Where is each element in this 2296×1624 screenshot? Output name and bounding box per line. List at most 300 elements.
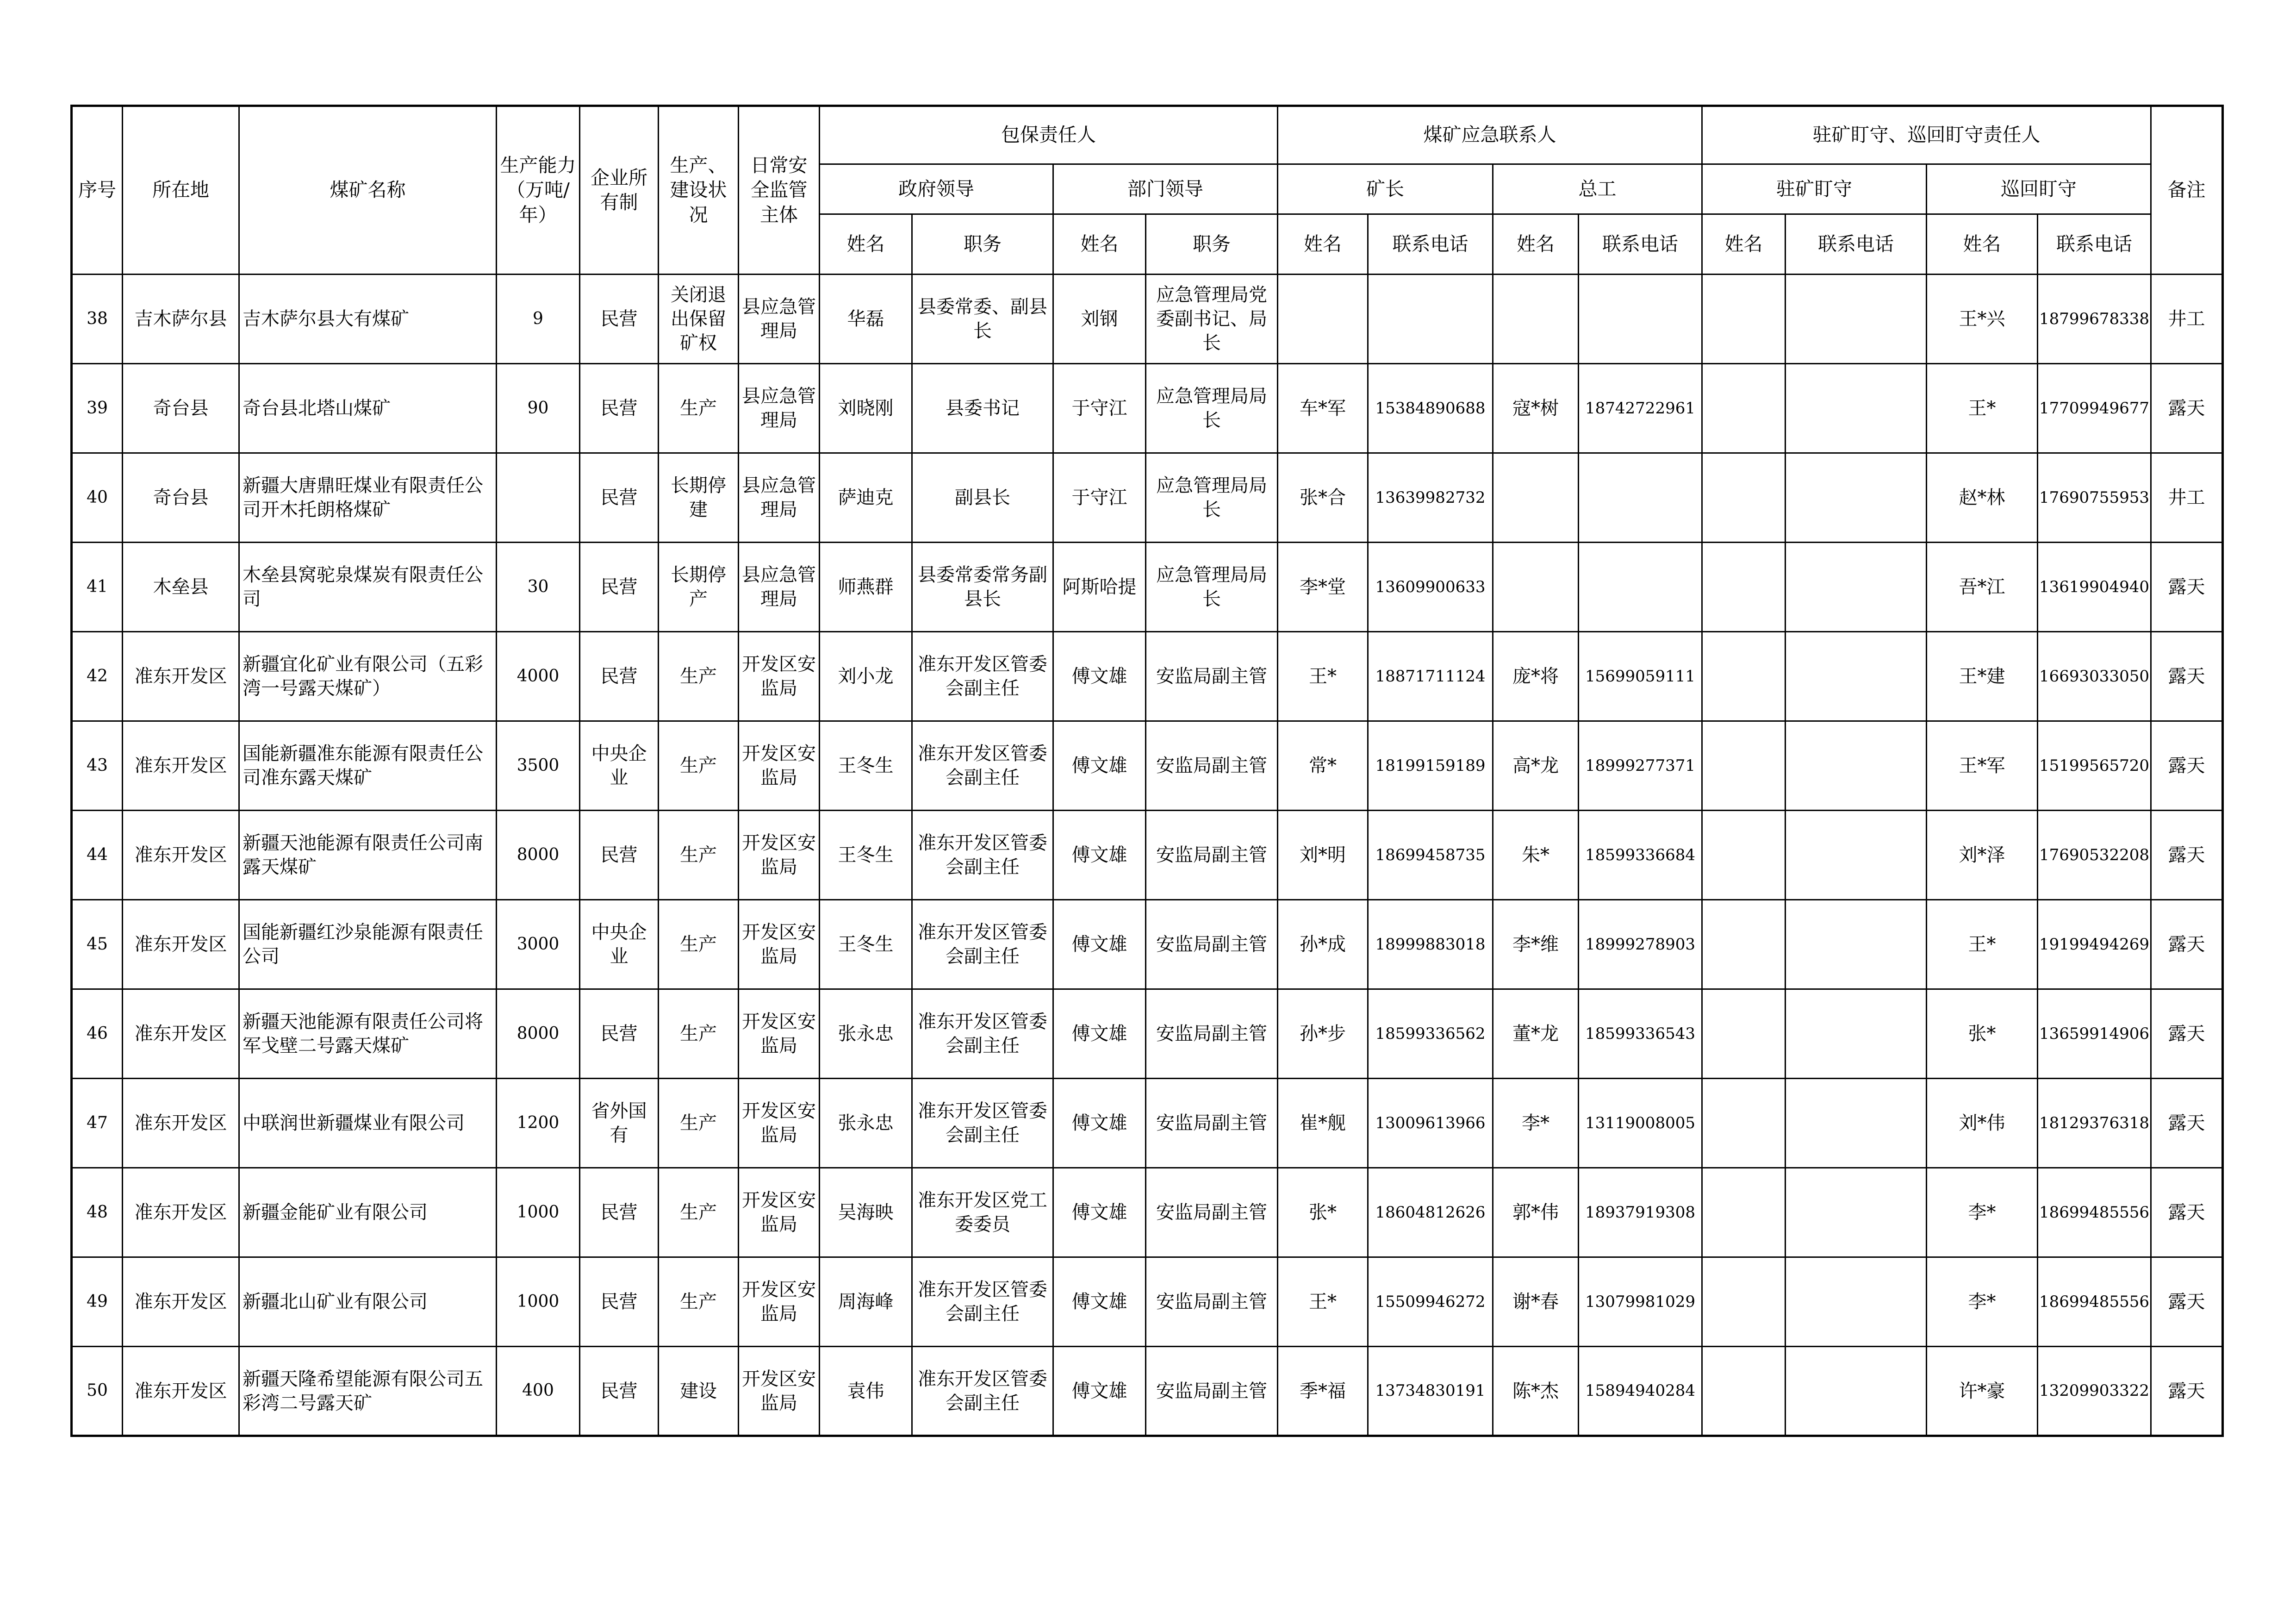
cell-patrol-phone: 15199565720: [2038, 721, 2151, 811]
cell-head-name: 李*堂: [1278, 543, 1368, 632]
table-row: [72, 364, 2223, 453]
cell-dept-pos: 应急管理局局长: [1146, 543, 1278, 632]
cell-supervisor: 县应急管理局: [739, 275, 820, 364]
cell-status: 生产: [659, 1257, 739, 1347]
header-mine-name: 煤矿名称: [239, 106, 497, 275]
cell-gov-name: 师燕群: [820, 543, 912, 632]
cell-head-name: 常*: [1278, 721, 1368, 811]
cell-head-name: 张*合: [1278, 453, 1368, 543]
cell-dept-pos: 应急管理局党委副书记、局长: [1146, 275, 1278, 364]
cell-capacity: 1000: [497, 1257, 580, 1347]
cell-mine: 吉木萨尔县大有煤矿: [239, 275, 497, 364]
cell-patrol-name: 刘*伟: [1927, 1079, 2038, 1168]
cell-gov-pos: 准东开发区管委会副主任: [912, 1347, 1053, 1436]
cell-location: 吉木萨尔县: [123, 275, 239, 364]
cell-seq: 48: [72, 1168, 123, 1257]
cell-dept-name: 傅文雄: [1053, 721, 1146, 811]
cell-onsite-phone: [1786, 989, 1927, 1079]
header-emergency: 煤矿应急联系人: [1278, 106, 1702, 164]
cell-patrol-name: 刘*泽: [1927, 811, 2038, 900]
cell-eng-phone: [1579, 453, 1702, 543]
cell-onsite-phone: [1786, 721, 1927, 811]
cell-capacity: 90: [497, 364, 580, 453]
cell-mine: 国能新疆红沙泉能源有限责任公司: [239, 900, 497, 989]
cell-supervisor: 开发区安监局: [739, 1257, 820, 1347]
cell-dept-pos: 安监局副主管: [1146, 1347, 1278, 1436]
cell-location: 奇台县: [123, 364, 239, 453]
cell-eng-name: 郭*伟: [1493, 1168, 1579, 1257]
cell-gov-name: 周海峰: [820, 1257, 912, 1347]
cell-onsite-phone: [1786, 632, 1927, 721]
header-patrol-watch: 巡回盯守: [1927, 164, 2151, 214]
cell-head-name: 崔*舰: [1278, 1079, 1368, 1168]
cell-seq: 38: [72, 275, 123, 364]
cell-seq: 44: [72, 811, 123, 900]
header-seq: 序号: [72, 106, 123, 275]
cell-gov-name: 王冬生: [820, 900, 912, 989]
cell-ownership: 民营: [580, 1257, 659, 1347]
cell-gov-name: 张永忠: [820, 1079, 912, 1168]
cell-patrol-phone: 13659914906: [2038, 989, 2151, 1079]
cell-capacity: 1200: [497, 1079, 580, 1168]
cell-patrol-name: 王*建: [1927, 632, 2038, 721]
cell-supervisor: 开发区安监局: [739, 989, 820, 1079]
cell-patrol-phone: 17709949677: [2038, 364, 2151, 453]
cell-mine: 新疆天池能源有限责任公司南露天煤矿: [239, 811, 497, 900]
cell-gov-pos: 县委书记: [912, 364, 1053, 453]
cell-onsite-name: [1702, 811, 1786, 900]
cell-gov-pos: 准东开发区管委会副主任: [912, 632, 1053, 721]
cell-dept-pos: 安监局副主管: [1146, 811, 1278, 900]
cell-location: 木垒县: [123, 543, 239, 632]
cell-supervisor: 开发区安监局: [739, 632, 820, 721]
cell-patrol-name: 王*: [1927, 900, 2038, 989]
cell-patrol-name: 王*军: [1927, 721, 2038, 811]
cell-dept-pos: 应急管理局局长: [1146, 364, 1278, 453]
cell-onsite-phone: [1786, 1257, 1927, 1347]
cell-status: 建设: [659, 1347, 739, 1436]
cell-dept-pos: 安监局副主管: [1146, 721, 1278, 811]
cell-dept-name: 傅文雄: [1053, 632, 1146, 721]
cell-eng-name: 庞*将: [1493, 632, 1579, 721]
cell-onsite-phone: [1786, 1347, 1927, 1436]
cell-supervisor: 开发区安监局: [739, 1168, 820, 1257]
cell-ownership: 民营: [580, 1347, 659, 1436]
cell-eng-phone: 15699059111: [1579, 632, 1702, 721]
header-supervisor: 日常安全监管主体: [739, 106, 820, 275]
cell-onsite-phone: [1786, 1079, 1927, 1168]
cell-seq: 42: [72, 632, 123, 721]
cell-eng-phone: 18999277371: [1579, 721, 1702, 811]
cell-head-name: 张*: [1278, 1168, 1368, 1257]
header-capacity: 生产能力（万吨/年）: [497, 106, 580, 275]
cell-status: 生产: [659, 900, 739, 989]
table-row: [72, 1347, 2223, 1436]
cell-ownership: 省外国有: [580, 1079, 659, 1168]
cell-status: 生产: [659, 721, 739, 811]
cell-patrol-name: 张*: [1927, 989, 2038, 1079]
cell-onsite-name: [1702, 1347, 1786, 1436]
header-chief-engineer: 总工: [1493, 164, 1702, 214]
cell-gov-pos: 县委常委、副县长: [912, 275, 1053, 364]
cell-mine: 新疆天隆希望能源有限公司五彩湾二号露天矿: [239, 1347, 497, 1436]
cell-eng-phone: 18742722961: [1579, 364, 1702, 453]
cell-dept-name: 刘钢: [1053, 275, 1146, 364]
table-row: [72, 989, 2223, 1079]
cell-dept-name: 傅文雄: [1053, 989, 1146, 1079]
coal-mine-responsibility-table: [70, 105, 2224, 1437]
cell-patrol-name: 王*兴: [1927, 275, 2038, 364]
cell-location: 准东开发区: [123, 1257, 239, 1347]
cell-patrol-phone: 16693033050: [2038, 632, 2151, 721]
cell-onsite-name: [1702, 453, 1786, 543]
cell-gov-pos: 准东开发区管委会副主任: [912, 811, 1053, 900]
cell-location: 准东开发区: [123, 1347, 239, 1436]
cell-dept-pos: 安监局副主管: [1146, 632, 1278, 721]
cell-onsite-phone: [1786, 275, 1927, 364]
table-row: [72, 453, 2223, 543]
cell-gov-pos: 准东开发区管委会副主任: [912, 1257, 1053, 1347]
cell-gov-name: 刘小龙: [820, 632, 912, 721]
cell-onsite-phone: [1786, 453, 1927, 543]
cell-ownership: 民营: [580, 1168, 659, 1257]
cell-ownership: 中央企业: [580, 721, 659, 811]
cell-eng-phone: [1579, 543, 1702, 632]
cell-head-phone: 18199159189: [1368, 721, 1493, 811]
cell-eng-name: 朱*: [1493, 811, 1579, 900]
cell-head-name: 刘*明: [1278, 811, 1368, 900]
cell-gov-name: 王冬生: [820, 721, 912, 811]
cell-gov-name: 吴海映: [820, 1168, 912, 1257]
cell-onsite-name: [1702, 1168, 1786, 1257]
cell-capacity: [497, 453, 580, 543]
cell-eng-name: [1493, 275, 1579, 364]
cell-dept-pos: 安监局副主管: [1146, 1079, 1278, 1168]
cell-seq: 50: [72, 1347, 123, 1436]
cell-head-phone: 13609900633: [1368, 543, 1493, 632]
cell-head-phone: 13009613966: [1368, 1079, 1493, 1168]
cell-gov-pos: 准东开发区管委会副主任: [912, 721, 1053, 811]
table-body: [72, 275, 2223, 1436]
cell-dept-pos: 安监局副主管: [1146, 989, 1278, 1079]
cell-ownership: 中央企业: [580, 900, 659, 989]
cell-location: 准东开发区: [123, 721, 239, 811]
cell-patrol-phone: 13619904940: [2038, 543, 2151, 632]
header-dept-name: 姓名: [1053, 214, 1146, 275]
cell-eng-phone: 18937919308: [1579, 1168, 1702, 1257]
cell-patrol-phone: 18129376318: [2038, 1079, 2151, 1168]
header-onsite-name: 姓名: [1702, 214, 1786, 275]
cell-mine: 木垒县窝驼泉煤炭有限责任公司: [239, 543, 497, 632]
cell-remark: 露天: [2151, 364, 2222, 453]
cell-patrol-phone: 13209903322: [2038, 1347, 2151, 1436]
cell-dept-name: 傅文雄: [1053, 811, 1146, 900]
cell-dept-name: 于守江: [1053, 453, 1146, 543]
header-patrol-phone: 联系电话: [2038, 214, 2151, 275]
cell-remark: 露天: [2151, 989, 2222, 1079]
table-row: [72, 721, 2223, 811]
cell-ownership: 民营: [580, 453, 659, 543]
cell-onsite-name: [1702, 900, 1786, 989]
cell-head-phone: 15384890688: [1368, 364, 1493, 453]
cell-remark: 露天: [2151, 811, 2222, 900]
cell-head-name: 孙*成: [1278, 900, 1368, 989]
cell-supervisor: 开发区安监局: [739, 900, 820, 989]
cell-status: 生产: [659, 632, 739, 721]
cell-onsite-name: [1702, 275, 1786, 364]
cell-remark: 露天: [2151, 1347, 2222, 1436]
cell-gov-pos: 准东开发区管委会副主任: [912, 1079, 1053, 1168]
cell-mine: 中联润世新疆煤业有限公司: [239, 1079, 497, 1168]
cell-eng-phone: 18599336543: [1579, 989, 1702, 1079]
cell-status: 生产: [659, 1168, 739, 1257]
cell-capacity: 3000: [497, 900, 580, 989]
cell-gov-name: 张永忠: [820, 989, 912, 1079]
cell-gov-name: 刘晓刚: [820, 364, 912, 453]
cell-patrol-phone: 18699485556: [2038, 1257, 2151, 1347]
cell-remark: 井工: [2151, 453, 2222, 543]
cell-patrol-name: 王*: [1927, 364, 2038, 453]
table-row: [72, 1257, 2223, 1347]
cell-patrol-name: 李*: [1927, 1168, 2038, 1257]
cell-onsite-name: [1702, 1079, 1786, 1168]
table-row: [72, 1079, 2223, 1168]
cell-remark: 露天: [2151, 721, 2222, 811]
cell-onsite-name: [1702, 364, 1786, 453]
header-head-phone: 联系电话: [1368, 214, 1493, 275]
cell-remark: 露天: [2151, 543, 2222, 632]
cell-eng-phone: 15894940284: [1579, 1347, 1702, 1436]
cell-head-name: 孙*步: [1278, 989, 1368, 1079]
cell-gov-pos: 准东开发区管委会副主任: [912, 989, 1053, 1079]
cell-head-phone: 18699458735: [1368, 811, 1493, 900]
cell-status: 生产: [659, 1079, 739, 1168]
cell-eng-name: 谢*春: [1493, 1257, 1579, 1347]
cell-gov-pos: 副县长: [912, 453, 1053, 543]
header-dept-leader: 部门领导: [1053, 164, 1278, 214]
cell-head-name: [1278, 275, 1368, 364]
cell-supervisor: 开发区安监局: [739, 1347, 820, 1436]
cell-patrol-phone: 18799678338: [2038, 275, 2151, 364]
cell-onsite-name: [1702, 543, 1786, 632]
cell-eng-name: 寇*树: [1493, 364, 1579, 453]
header-mine-head: 矿长: [1278, 164, 1493, 214]
cell-remark: 露天: [2151, 1079, 2222, 1168]
cell-eng-name: 李*: [1493, 1079, 1579, 1168]
cell-onsite-phone: [1786, 900, 1927, 989]
cell-ownership: 民营: [580, 811, 659, 900]
cell-remark: 露天: [2151, 1257, 2222, 1347]
cell-eng-name: [1493, 453, 1579, 543]
cell-dept-name: 傅文雄: [1053, 1347, 1146, 1436]
cell-mine: 国能新疆准东能源有限责任公司准东露天煤矿: [239, 721, 497, 811]
table-row: [72, 900, 2223, 989]
cell-supervisor: 县应急管理局: [739, 453, 820, 543]
cell-mine: 新疆金能矿业有限公司: [239, 1168, 497, 1257]
cell-eng-phone: 18999278903: [1579, 900, 1702, 989]
cell-location: 准东开发区: [123, 1168, 239, 1257]
cell-head-phone: 18599336562: [1368, 989, 1493, 1079]
header-status: 生产、建设状况: [659, 106, 739, 275]
cell-seq: 49: [72, 1257, 123, 1347]
cell-seq: 41: [72, 543, 123, 632]
header-onsite-watch: 驻矿盯守: [1702, 164, 1927, 214]
cell-status: 关闭退出保留矿权: [659, 275, 739, 364]
cell-seq: 45: [72, 900, 123, 989]
cell-dept-name: 阿斯哈提: [1053, 543, 1146, 632]
cell-dept-pos: 应急管理局局长: [1146, 453, 1278, 543]
cell-supervisor: 开发区安监局: [739, 811, 820, 900]
cell-head-phone: 13734830191: [1368, 1347, 1493, 1436]
cell-ownership: 民营: [580, 364, 659, 453]
cell-eng-name: [1493, 543, 1579, 632]
cell-head-phone: 13639982732: [1368, 453, 1493, 543]
cell-eng-phone: 18599336684: [1579, 811, 1702, 900]
cell-onsite-phone: [1786, 1168, 1927, 1257]
cell-dept-pos: 安监局副主管: [1146, 1168, 1278, 1257]
cell-eng-name: 董*龙: [1493, 989, 1579, 1079]
cell-seq: 40: [72, 453, 123, 543]
header-location: 所在地: [123, 106, 239, 275]
cell-gov-name: 王冬生: [820, 811, 912, 900]
cell-head-name: 季*福: [1278, 1347, 1368, 1436]
cell-location: 奇台县: [123, 453, 239, 543]
cell-dept-pos: 安监局副主管: [1146, 1257, 1278, 1347]
table-header: [72, 106, 2223, 275]
cell-seq: 39: [72, 364, 123, 453]
cell-eng-name: 高*龙: [1493, 721, 1579, 811]
cell-patrol-name: 吾*江: [1927, 543, 2038, 632]
cell-patrol-phone: 17690755953: [2038, 453, 2151, 543]
table-row: [72, 632, 2223, 721]
cell-seq: 46: [72, 989, 123, 1079]
cell-head-phone: 18604812626: [1368, 1168, 1493, 1257]
cell-onsite-name: [1702, 1257, 1786, 1347]
cell-location: 准东开发区: [123, 811, 239, 900]
cell-location: 准东开发区: [123, 900, 239, 989]
cell-ownership: 民营: [580, 275, 659, 364]
cell-onsite-name: [1702, 721, 1786, 811]
cell-gov-name: 华磊: [820, 275, 912, 364]
header-gov-position: 职务: [912, 214, 1053, 275]
cell-gov-name: 萨迪克: [820, 453, 912, 543]
cell-gov-pos: 县委常委常务副县长: [912, 543, 1053, 632]
cell-remark: 露天: [2151, 1168, 2222, 1257]
cell-patrol-name: 赵*林: [1927, 453, 2038, 543]
cell-mine: 新疆北山矿业有限公司: [239, 1257, 497, 1347]
header-dept-position: 职务: [1146, 214, 1278, 275]
cell-onsite-name: [1702, 989, 1786, 1079]
cell-mine: 新疆大唐鼎旺煤业有限责任公司开木托朗格煤矿: [239, 453, 497, 543]
cell-dept-name: 于守江: [1053, 364, 1146, 453]
cell-capacity: 1000: [497, 1168, 580, 1257]
cell-eng-phone: [1579, 275, 1702, 364]
cell-supervisor: 县应急管理局: [739, 543, 820, 632]
cell-status: 生产: [659, 364, 739, 453]
cell-dept-pos: 安监局副主管: [1146, 900, 1278, 989]
cell-remark: 露天: [2151, 632, 2222, 721]
cell-onsite-phone: [1786, 364, 1927, 453]
cell-head-name: 王*: [1278, 1257, 1368, 1347]
table-row: [72, 543, 2223, 632]
cell-onsite-phone: [1786, 543, 1927, 632]
cell-head-phone: [1368, 275, 1493, 364]
cell-onsite-name: [1702, 632, 1786, 721]
table-row: [72, 275, 2223, 364]
cell-status: 长期停建: [659, 453, 739, 543]
header-gov-name: 姓名: [820, 214, 912, 275]
header-eng-name: 姓名: [1493, 214, 1579, 275]
cell-dept-name: 傅文雄: [1053, 1168, 1146, 1257]
header-patrol-name: 姓名: [1927, 214, 2038, 275]
cell-mine: 新疆天池能源有限责任公司将军戈壁二号露天煤矿: [239, 989, 497, 1079]
cell-ownership: 民营: [580, 632, 659, 721]
cell-capacity: 400: [497, 1347, 580, 1436]
cell-eng-name: 陈*杰: [1493, 1347, 1579, 1436]
cell-capacity: 4000: [497, 632, 580, 721]
cell-dept-name: 傅文雄: [1053, 1079, 1146, 1168]
cell-supervisor: 县应急管理局: [739, 364, 820, 453]
cell-capacity: 3500: [497, 721, 580, 811]
cell-mine: 奇台县北塔山煤矿: [239, 364, 497, 453]
header-eng-phone: 联系电话: [1579, 214, 1702, 275]
cell-remark: 井工: [2151, 275, 2222, 364]
cell-gov-name: 袁伟: [820, 1347, 912, 1436]
cell-patrol-phone: 17690532208: [2038, 811, 2151, 900]
cell-remark: 露天: [2151, 900, 2222, 989]
cell-head-phone: 18871711124: [1368, 632, 1493, 721]
header-onsite-phone: 联系电话: [1786, 214, 1927, 275]
cell-eng-phone: 13079981029: [1579, 1257, 1702, 1347]
cell-gov-pos: 准东开发区管委会副主任: [912, 900, 1053, 989]
cell-status: 生产: [659, 811, 739, 900]
cell-status: 生产: [659, 989, 739, 1079]
header-remark: 备注: [2151, 106, 2222, 275]
cell-location: 准东开发区: [123, 989, 239, 1079]
cell-location: 准东开发区: [123, 1079, 239, 1168]
cell-onsite-phone: [1786, 811, 1927, 900]
cell-dept-name: 傅文雄: [1053, 900, 1146, 989]
cell-status: 长期停产: [659, 543, 739, 632]
cell-patrol-name: 李*: [1927, 1257, 2038, 1347]
cell-head-name: 车*军: [1278, 364, 1368, 453]
header-watch: 驻矿盯守、巡回盯守责任人: [1702, 106, 2151, 164]
cell-mine: 新疆宜化矿业有限公司（五彩湾一号露天煤矿）: [239, 632, 497, 721]
cell-location: 准东开发区: [123, 632, 239, 721]
cell-seq: 43: [72, 721, 123, 811]
cell-eng-name: 李*维: [1493, 900, 1579, 989]
cell-patrol-phone: 19199494269: [2038, 900, 2151, 989]
cell-capacity: 8000: [497, 811, 580, 900]
cell-capacity: 8000: [497, 989, 580, 1079]
header-gov-leader: 政府领导: [820, 164, 1053, 214]
table-row: [72, 1168, 2223, 1257]
header-guarantee: 包保责任人: [820, 106, 1278, 164]
cell-eng-phone: 13119008005: [1579, 1079, 1702, 1168]
table-row: [72, 811, 2223, 900]
cell-ownership: 民营: [580, 543, 659, 632]
header-head-name: 姓名: [1278, 214, 1368, 275]
cell-ownership: 民营: [580, 989, 659, 1079]
cell-head-name: 王*: [1278, 632, 1368, 721]
cell-patrol-phone: 18699485556: [2038, 1168, 2151, 1257]
cell-dept-name: 傅文雄: [1053, 1257, 1146, 1347]
cell-gov-pos: 准东开发区党工委委员: [912, 1168, 1053, 1257]
cell-supervisor: 开发区安监局: [739, 721, 820, 811]
header-ownership: 企业所有制: [580, 106, 659, 275]
cell-head-phone: 15509946272: [1368, 1257, 1493, 1347]
cell-supervisor: 开发区安监局: [739, 1079, 820, 1168]
